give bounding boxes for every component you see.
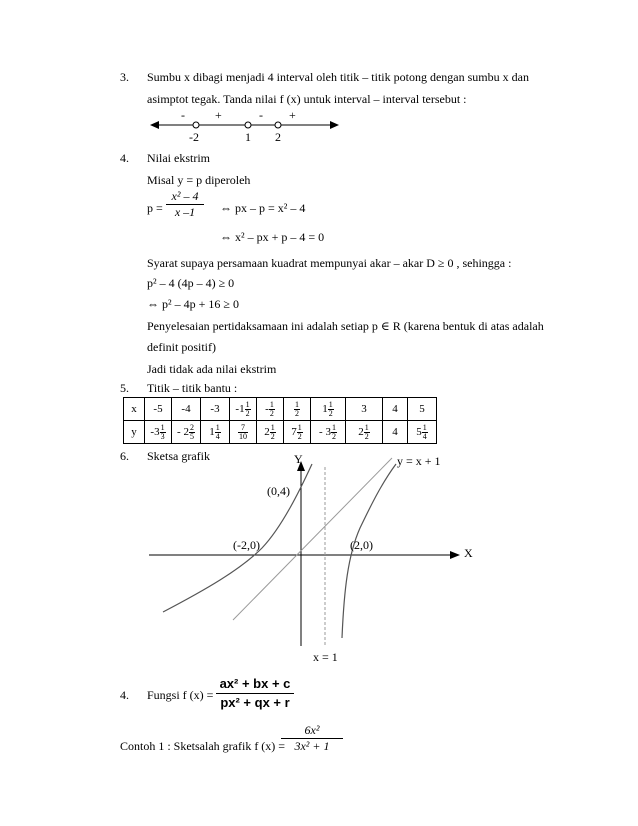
item6-number: 6. xyxy=(120,449,129,463)
x-axis-arrow xyxy=(450,551,460,559)
y-row-label: y xyxy=(124,421,145,444)
y-cell: 1 $\frac{1}{4}$ xyxy=(201,421,230,444)
point-minus2-0-label: (-2,0) xyxy=(233,538,260,552)
p-equals: p = xyxy=(147,201,163,215)
item5-title: Titik – titik bantu : xyxy=(147,381,238,395)
misal-line: Misal y = p diperoleh xyxy=(147,173,251,187)
p-fraction-numerator: x² – 4 xyxy=(171,189,199,203)
fungsi-label: Fungsi f (x) = xyxy=(147,688,214,702)
kesimpulan-line: Jadi tidak ada nilai ekstrim xyxy=(147,362,277,376)
y-cell: - 3 $\frac{1}{2}$ xyxy=(311,421,346,444)
y-cell: - 2 $\frac{2}{5}$ xyxy=(172,421,201,444)
x-cell: 5 xyxy=(408,398,437,421)
inequality-1: p² – 4 (4p – 4) ≥ 0 xyxy=(147,276,235,290)
point-label-minus2: -2 xyxy=(189,130,199,144)
fungsi-fraction xyxy=(216,676,294,711)
x-cell: 4 xyxy=(383,398,408,421)
x-row-label: x xyxy=(124,398,145,421)
sign-4: + xyxy=(289,108,296,122)
point-label-1: 1 xyxy=(245,130,251,144)
item3-number: 3. xyxy=(120,70,129,84)
y-axis-label: Y xyxy=(294,452,303,466)
fungsi-number: 4. xyxy=(120,688,129,702)
fungsi-numerator: ax² + bx + c xyxy=(219,676,291,691)
x-cell: 1 $\frac{1}{2}$ xyxy=(311,398,346,421)
x-cell: -1 $\frac{1}{2}$ xyxy=(230,398,257,421)
x-cell: - $\frac{1}{2}$ xyxy=(257,398,284,421)
item6-title: Sketsa grafik xyxy=(147,449,210,463)
equation-2: ⇔ x² – px + p – 4 = 0 xyxy=(220,230,325,244)
item5-number: 5. xyxy=(120,381,129,395)
fungsi-denominator: px² + qx + r xyxy=(220,695,290,710)
x-cell: $\frac{1}{2}$ xyxy=(284,398,311,421)
item4-number: 4. xyxy=(120,151,129,165)
inequality-2: ⇔ p² – 4p + 16 ≥ 0 xyxy=(147,297,239,311)
point-2-0-label: (2,0) xyxy=(350,538,373,552)
x-cell: -5 xyxy=(145,398,172,421)
y-cell: 2 $\frac{1}{2}$ xyxy=(257,421,284,444)
y-cell: 4 xyxy=(383,421,408,444)
contoh-numerator: 6x² xyxy=(304,723,320,737)
y-cell: 2 $\frac{1}{2}$ xyxy=(346,421,383,444)
contoh-fraction xyxy=(281,724,343,753)
item3-line2: asimptot tegak. Tanda nilai f (x) untuk interval – interval tersebut : xyxy=(147,92,467,106)
contoh-denominator: 3x² + 1 xyxy=(294,739,330,753)
p-fraction-denominator: x –1 xyxy=(174,205,196,219)
y-cell: 7 $\frac{1}{2}$ xyxy=(284,421,311,444)
vertical-asymptote-label: x = 1 xyxy=(313,650,338,664)
sign-3: - xyxy=(259,108,263,122)
x-cell: -3 xyxy=(201,398,230,421)
x-cell: -4 xyxy=(172,398,201,421)
item3-line1: Sumbu x dibagi menjadi 4 interval oleh titik – titik potong dengan sumbu x dan xyxy=(147,70,529,84)
x-cell: 3 xyxy=(346,398,383,421)
sign-1: - xyxy=(181,108,185,122)
syarat-line: Syarat supaya persamaan kuadrat mempunyai akar – akar D ≥ 0 , sehingga : xyxy=(147,256,512,270)
penyelesaian-line1: Penyelesaian pertidaksamaan ini adalah setiap p ∈ R (karena bentuk di atas adalah xyxy=(147,319,544,333)
item4-title: Nilai ekstrim xyxy=(147,151,210,165)
sign-2: + xyxy=(215,108,222,122)
y-cell: -3 $\frac{1}{3}$ xyxy=(145,421,172,444)
penyelesaian-line2: definit positif) xyxy=(147,340,216,354)
point-label-2: 2 xyxy=(275,130,281,144)
contoh-label: Contoh 1 : Sketsalah grafik f (x) = xyxy=(120,739,286,753)
equation-1: ⇔ px – p = x² – 4 xyxy=(220,201,306,215)
y-cell: $\frac{7}{10}$ xyxy=(230,421,257,444)
point-0-4-label: (0,4) xyxy=(267,484,290,498)
y-cell: 5 $\frac{1}{4}$ xyxy=(408,421,437,444)
oblique-asymptote-label: y = x + 1 xyxy=(397,454,441,468)
x-axis-label: X xyxy=(464,546,473,560)
